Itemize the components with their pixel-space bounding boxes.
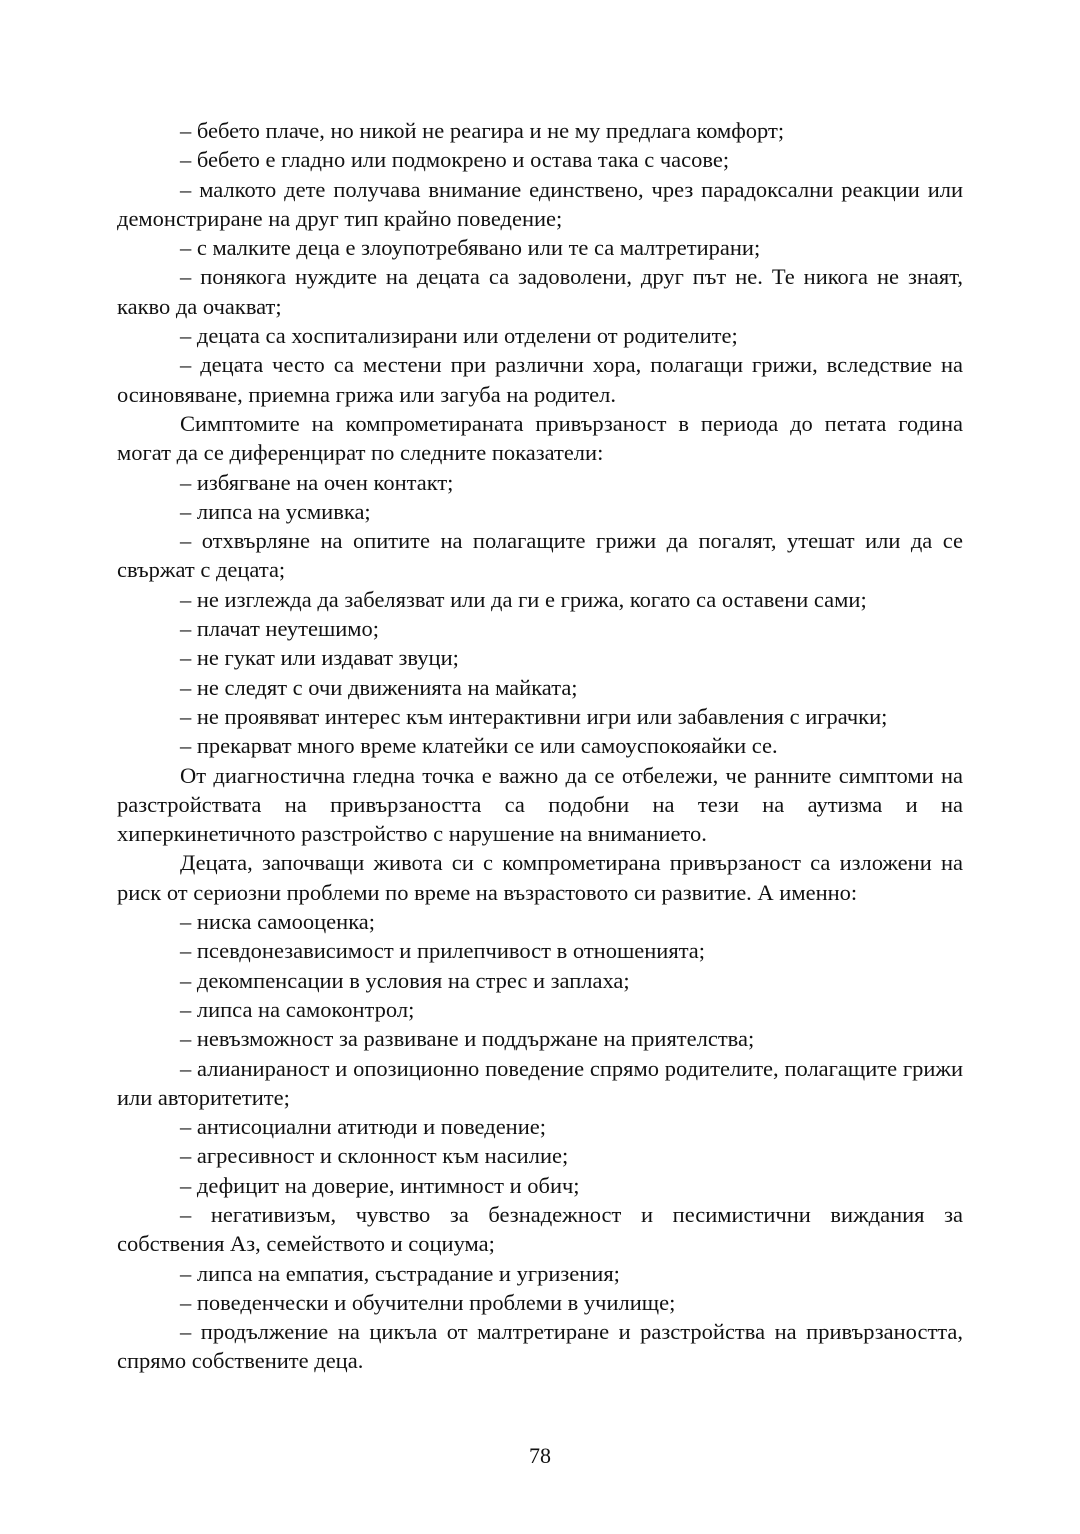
paragraph: – не изглежда да забелязват или да ги е грижа, когато са оставени сами; (180, 586, 867, 612)
paragraph: – ниска самооценка; (180, 909, 376, 935)
paragraph: – псевдонезависимост и прилепчивост в отношенията; (180, 938, 706, 964)
paragraph: – плачат неутешимо; (180, 616, 380, 642)
paragraph: – липса на емпатия, състрадание и угризения; (180, 1260, 620, 1286)
paragraph: – с малките деца е злоупотребявано или те са малтретирани; (180, 235, 761, 261)
paragraph: – децата са хоспитализирани или отделени от родителите; (180, 323, 738, 349)
paragraph: – не следят с очи движенията на майката; (180, 674, 578, 700)
paragraph: – децата често са местени при различни хора, полагащи грижи, вследствие на осиновяване, приемна грижа или загуба на родител. (117, 352, 963, 407)
paragraph: – отхвърляне на опитите на полагащите грижи да погалят, утешат или да се свържат с децата; (117, 528, 963, 583)
paragraph: – липса на самоконтрол; (180, 996, 415, 1022)
paragraph: – липса на усмивка; (180, 498, 371, 524)
paragraph: – бебето е гладно или подмокрено и остава така с часове; (180, 147, 730, 173)
paragraph: – малкото дете получава внимание единствено, чрез парадоксални реакции или демонстриране на друг тип крайно поведение; (117, 176, 963, 231)
paragraph: – избягване на очен контакт; (180, 469, 454, 495)
paragraph: – агресивност и склонност към насилие; (180, 1143, 569, 1169)
paragraph: – прекарват много време клатейки се или самоуспокояайки се. (180, 733, 778, 759)
paragraph: – дефицит на доверие, интимност и обич; (180, 1172, 580, 1198)
page-body (117, 116, 963, 1376)
paragraph: – невъзможност за развиване и поддържане на приятелства; (180, 1026, 755, 1052)
paragraph: – продължение на цикъла от малтретиране и разстройства на привързаността, спрямо собствените деца. (117, 1319, 963, 1374)
paragraph: – не гукат или издават звуци; (180, 645, 459, 671)
paragraph: – негативизъм, чувство за безнадежност и песимистични виждания за собствения Аз, семейството и социума; (117, 1201, 963, 1257)
paragraph: – бебето плаче, но никой не реагира и не му предлага комфорт; (180, 118, 785, 143)
paragraph: – антисоциални атитюди и поведение; (180, 1114, 546, 1140)
paragraph: От диагностична гледна точка е важно да се отбележи, че ранните симптоми на разстройствата на привързаността са подобни на тези на аутизма и на хиперкинетичното разстройство с нарушение на вниманието. (117, 762, 963, 847)
page-number: 78 (529, 1443, 551, 1468)
paragraph: – поведенчески и обучителни проблеми в училище; (180, 1289, 676, 1315)
paragraph: – декомпенсации в условия на стрес и заплаха; (180, 967, 630, 993)
paragraph: – понякога нуждите на децата са задоволени, друг път не. Те никога не знаят, какво да очакват; (117, 264, 963, 319)
paragraph: – алианираност и опозиционно поведение спрямо родителите, полагащите грижи или авторитетите; (117, 1055, 963, 1110)
paragraph: – не проявяват интерес към интерактивни игри или забавления с играчки; (180, 703, 888, 729)
paragraph: Децата, започващи живота си с компрометирана привързаност са изложени на риск от сериозни проблеми по време на възрастовото си развитие. А именно: (117, 850, 963, 905)
paragraph: Симптомите на компрометираната привързаност в периода до петата година могат да се диференцират по следните показатели: (117, 410, 963, 466)
